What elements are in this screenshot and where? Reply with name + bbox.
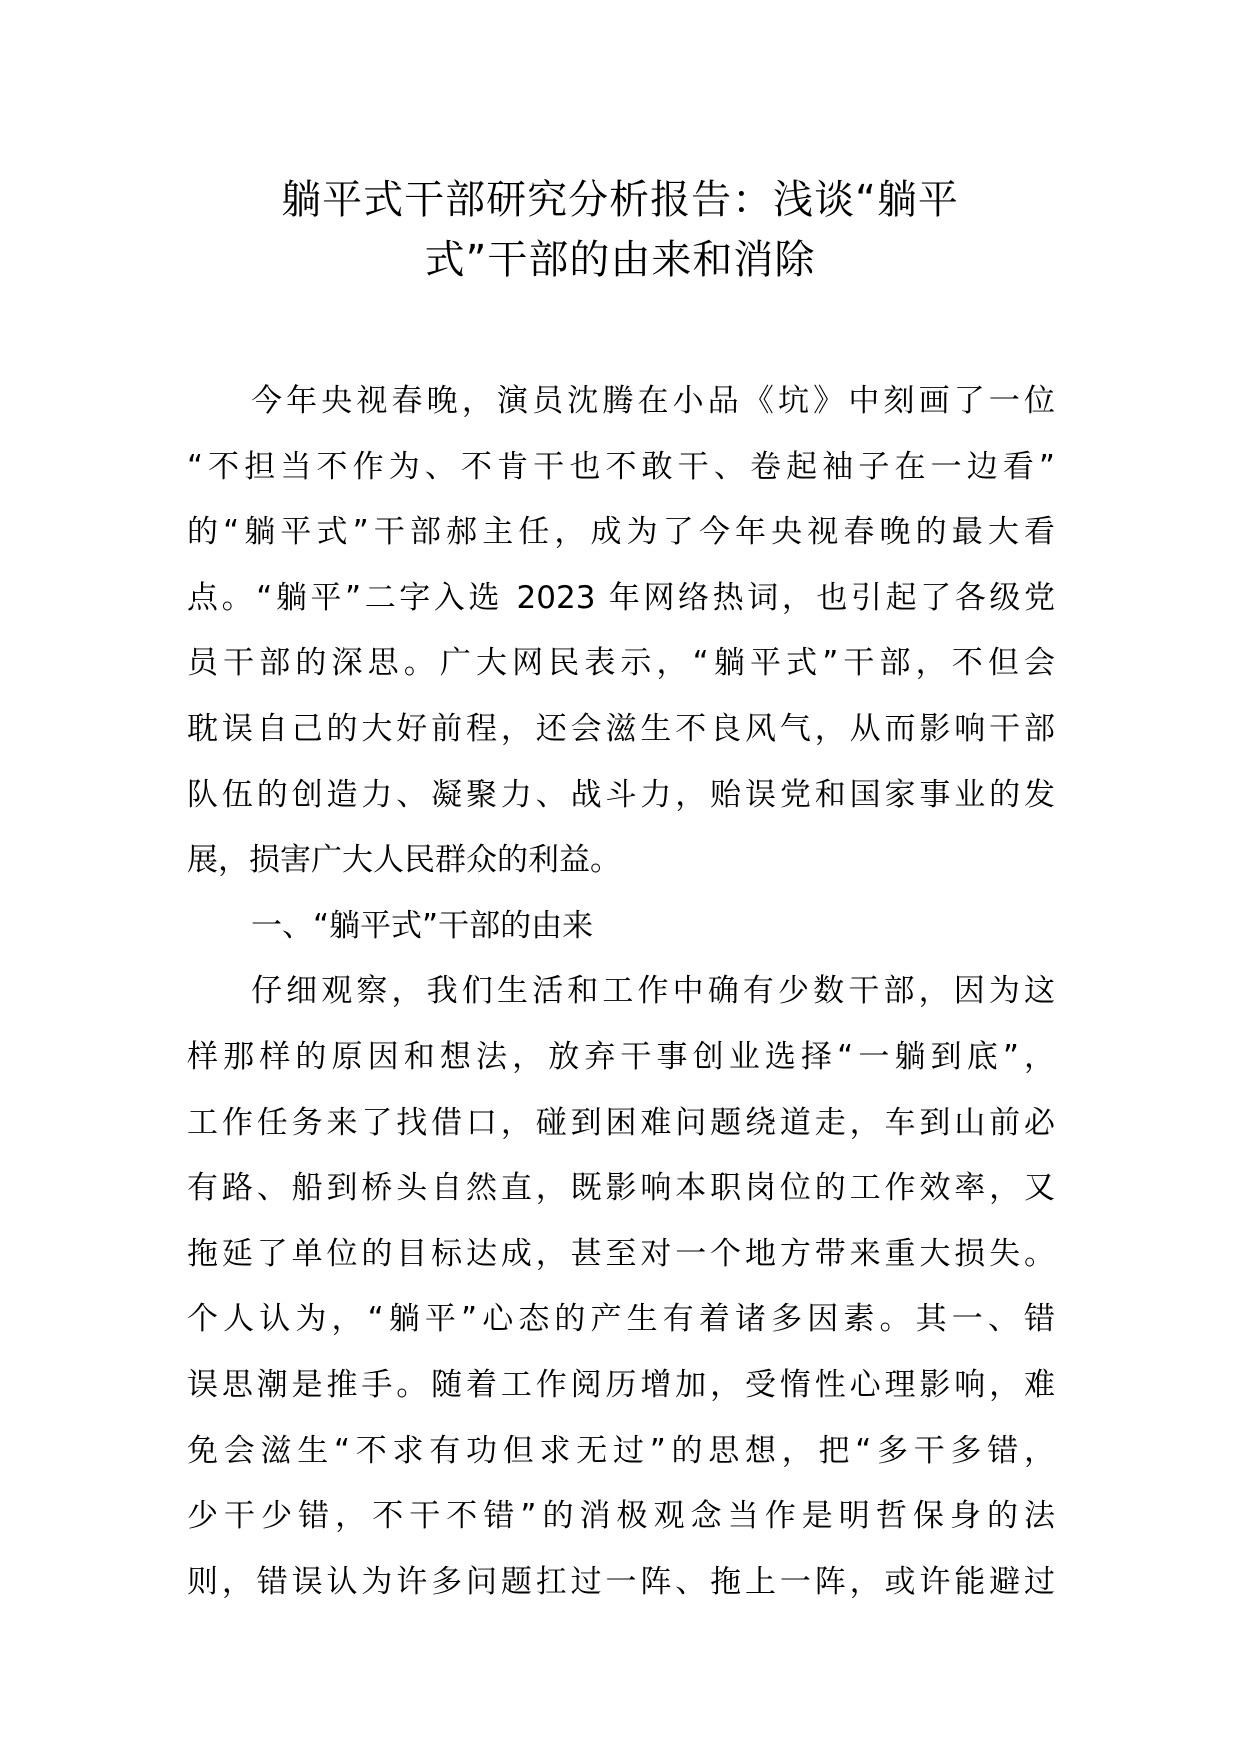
paragraph-line: 少干少错，不干不错”的消极观念当作是明哲保身的法 (187, 1498, 1055, 1535)
paragraph-line: 工作任务来了找借口，碰到困难问题绕道走，车到山前必 (187, 1104, 1055, 1141)
paragraph-line: 免会滋生“不求有功但求无过”的思想，把“多干多错， (187, 1432, 1055, 1469)
section-heading: 一、“躺平式”干部的由来 (251, 907, 594, 944)
paragraph-line: 队伍的创造力、凝聚力、战斗力，贻误党和国家事业的发 (187, 776, 1055, 813)
paragraph-line: 仔细观察，我们生活和工作中确有少数干部，因为这 (251, 973, 1055, 1010)
paragraph-line: 的“躺平式”干部郝主任，成为了今年央视春晚的最大看 (187, 514, 1055, 551)
paragraph-line: 个人认为，“躺平”心态的产生有着诸多因素。其一、错 (187, 1301, 1055, 1338)
paragraph-line: 拖延了单位的目标达成，甚至对一个地方带来重大损失。 (187, 1235, 1055, 1272)
paragraph-line: 展，损害广大人民群众的利益。 (187, 842, 621, 879)
paragraph-line: 耽误自己的大好前程，还会滋生不良风气，从而影响干部 (187, 710, 1055, 747)
paragraph-line: 点。“躺平”二字入选 2023 年网络热词，也引起了各级党 (187, 579, 1055, 616)
paragraph-line: “不担当不作为、不肯干也不敢干、卷起袖子在一边看” (187, 448, 1055, 485)
paragraph-1 (187, 369, 1055, 894)
document-body (187, 369, 1055, 1615)
paragraph-line: 今年央视春晚，演员沈腾在小品《坑》中刻画了一位 (251, 383, 1055, 419)
paragraph-line: 则，错误认为许多问题扛过一阵、拖上一阵，或许能避过 (187, 1563, 1055, 1600)
paragraph-line: 有路、船到桥头自然直，既影响本职岗位的工作效率，又 (187, 1170, 1055, 1207)
paragraph-2 (187, 959, 1055, 1615)
document-title (186, 170, 1054, 290)
paragraph-line: 样那样的原因和想法，放弃干事创业选择“一躺到底”， (187, 1038, 1055, 1075)
title-line-2: 式”干部的由来和消除 (424, 237, 816, 283)
paragraph-line: 员干部的深思。广大网民表示，“躺平式”干部，不但会 (187, 645, 1055, 682)
paragraph-line: 误思潮是推手。随着工作阅历增加，受惰性心理影响，难 (187, 1366, 1055, 1403)
title-line-1: 躺平式干部研究分析报告：浅谈“躺平 (281, 177, 959, 223)
